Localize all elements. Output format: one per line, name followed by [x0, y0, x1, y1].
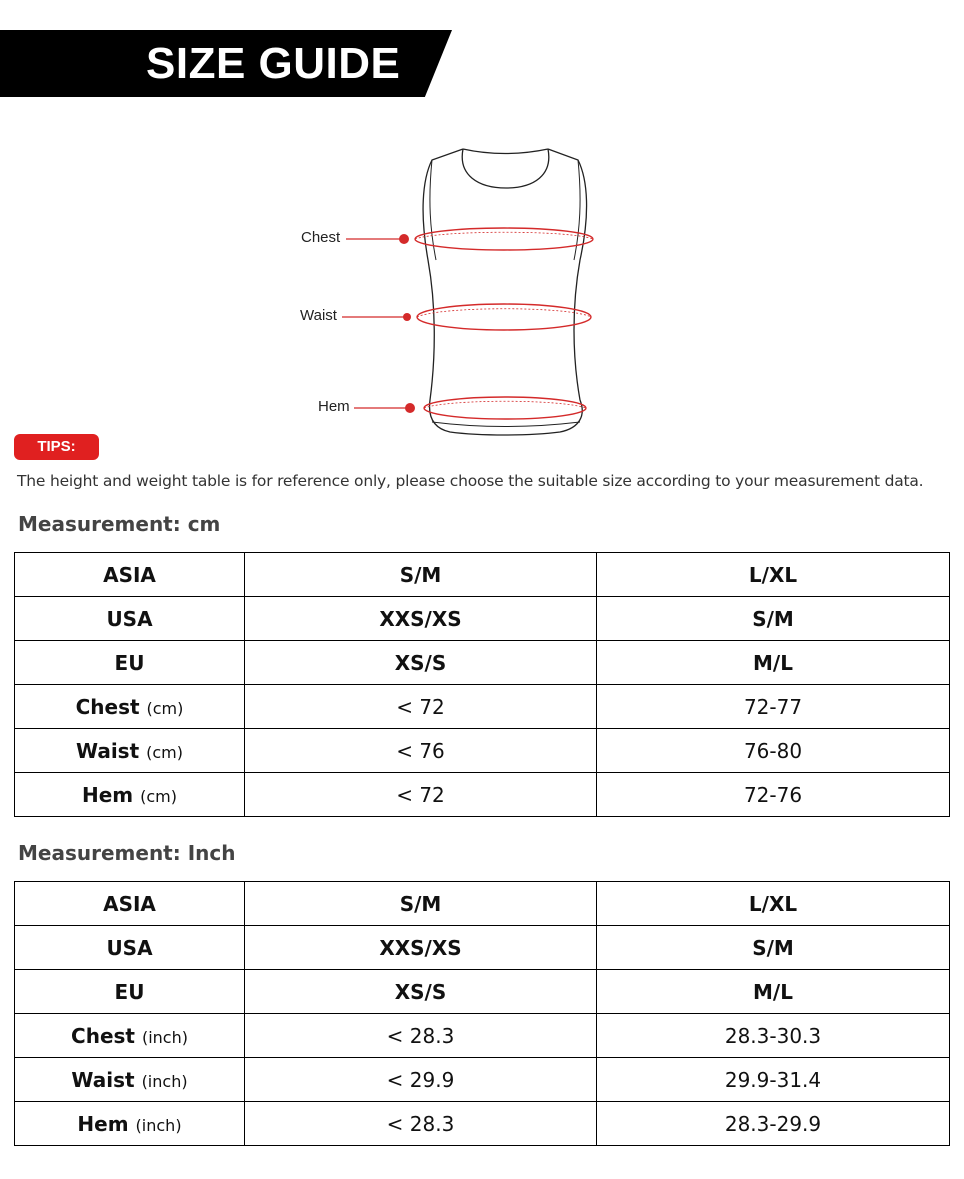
cell-l-xl: L/XL [597, 882, 950, 926]
cell-s-m: XXS/XS [245, 597, 597, 641]
chest-marker [346, 228, 593, 250]
row-label: EU [15, 970, 245, 1014]
cell-l-xl: 28.3-30.3 [597, 1014, 950, 1058]
hem-label: Hem [318, 398, 350, 415]
cell-l-xl: L/XL [597, 553, 950, 597]
cell-s-m: XS/S [245, 970, 597, 1014]
row-label: Waist (inch) [15, 1058, 245, 1102]
table-row [15, 597, 950, 641]
tips-text: The height and weight table is for reference only, please choose the suitable size according to your measurement data. [17, 472, 924, 490]
row-label: Hem (inch) [15, 1102, 245, 1146]
row-label: USA [15, 597, 245, 641]
cell-s-m: S/M [245, 553, 597, 597]
table-row [15, 685, 950, 729]
cell-l-xl: 72-77 [597, 685, 950, 729]
row-label: Chest (cm) [15, 685, 245, 729]
cell-l-xl: 76-80 [597, 729, 950, 773]
table-row [15, 553, 950, 597]
cell-s-m: S/M [245, 882, 597, 926]
cm-section-title: Measurement: cm [18, 512, 221, 536]
table-row [15, 1058, 950, 1102]
row-label: ASIA [15, 882, 245, 926]
cell-s-m: < 28.3 [245, 1014, 597, 1058]
table-row [15, 729, 950, 773]
waist-label: Waist [300, 307, 337, 324]
table-row [15, 1014, 950, 1058]
vest-outline-icon [423, 149, 587, 435]
cell-s-m: XXS/XS [245, 926, 597, 970]
cell-s-m: < 72 [245, 685, 597, 729]
row-label: EU [15, 641, 245, 685]
table-row [15, 926, 950, 970]
cell-l-xl: 29.9-31.4 [597, 1058, 950, 1102]
waist-marker [342, 304, 591, 330]
hem-marker [354, 397, 586, 419]
row-label: Chest (inch) [15, 1014, 245, 1058]
chest-label: Chest [301, 229, 341, 246]
cell-l-xl: S/M [597, 926, 950, 970]
cell-s-m: < 76 [245, 729, 597, 773]
cell-s-m: < 72 [245, 773, 597, 817]
table-row [15, 641, 950, 685]
vest-diagram [0, 0, 964, 440]
inch-section-title: Measurement: Inch [18, 841, 236, 865]
cell-s-m: < 28.3 [245, 1102, 597, 1146]
cell-l-xl: 28.3-29.9 [597, 1102, 950, 1146]
table-row [15, 1102, 950, 1146]
tips-badge: TIPS: [14, 434, 99, 460]
table-row [15, 970, 950, 1014]
page-title: SIZE GUIDE [146, 39, 401, 88]
cell-l-xl: M/L [597, 970, 950, 1014]
cell-l-xl: 72-76 [597, 773, 950, 817]
row-label: Hem (cm) [15, 773, 245, 817]
cell-l-xl: S/M [597, 597, 950, 641]
row-label: Waist (cm) [15, 729, 245, 773]
cell-s-m: XS/S [245, 641, 597, 685]
cell-l-xl: M/L [597, 641, 950, 685]
row-label: USA [15, 926, 245, 970]
row-label: ASIA [15, 553, 245, 597]
cm-size-table [14, 552, 950, 817]
table-row [15, 882, 950, 926]
table-row [15, 773, 950, 817]
inch-size-table [14, 881, 950, 1146]
cell-s-m: < 29.9 [245, 1058, 597, 1102]
